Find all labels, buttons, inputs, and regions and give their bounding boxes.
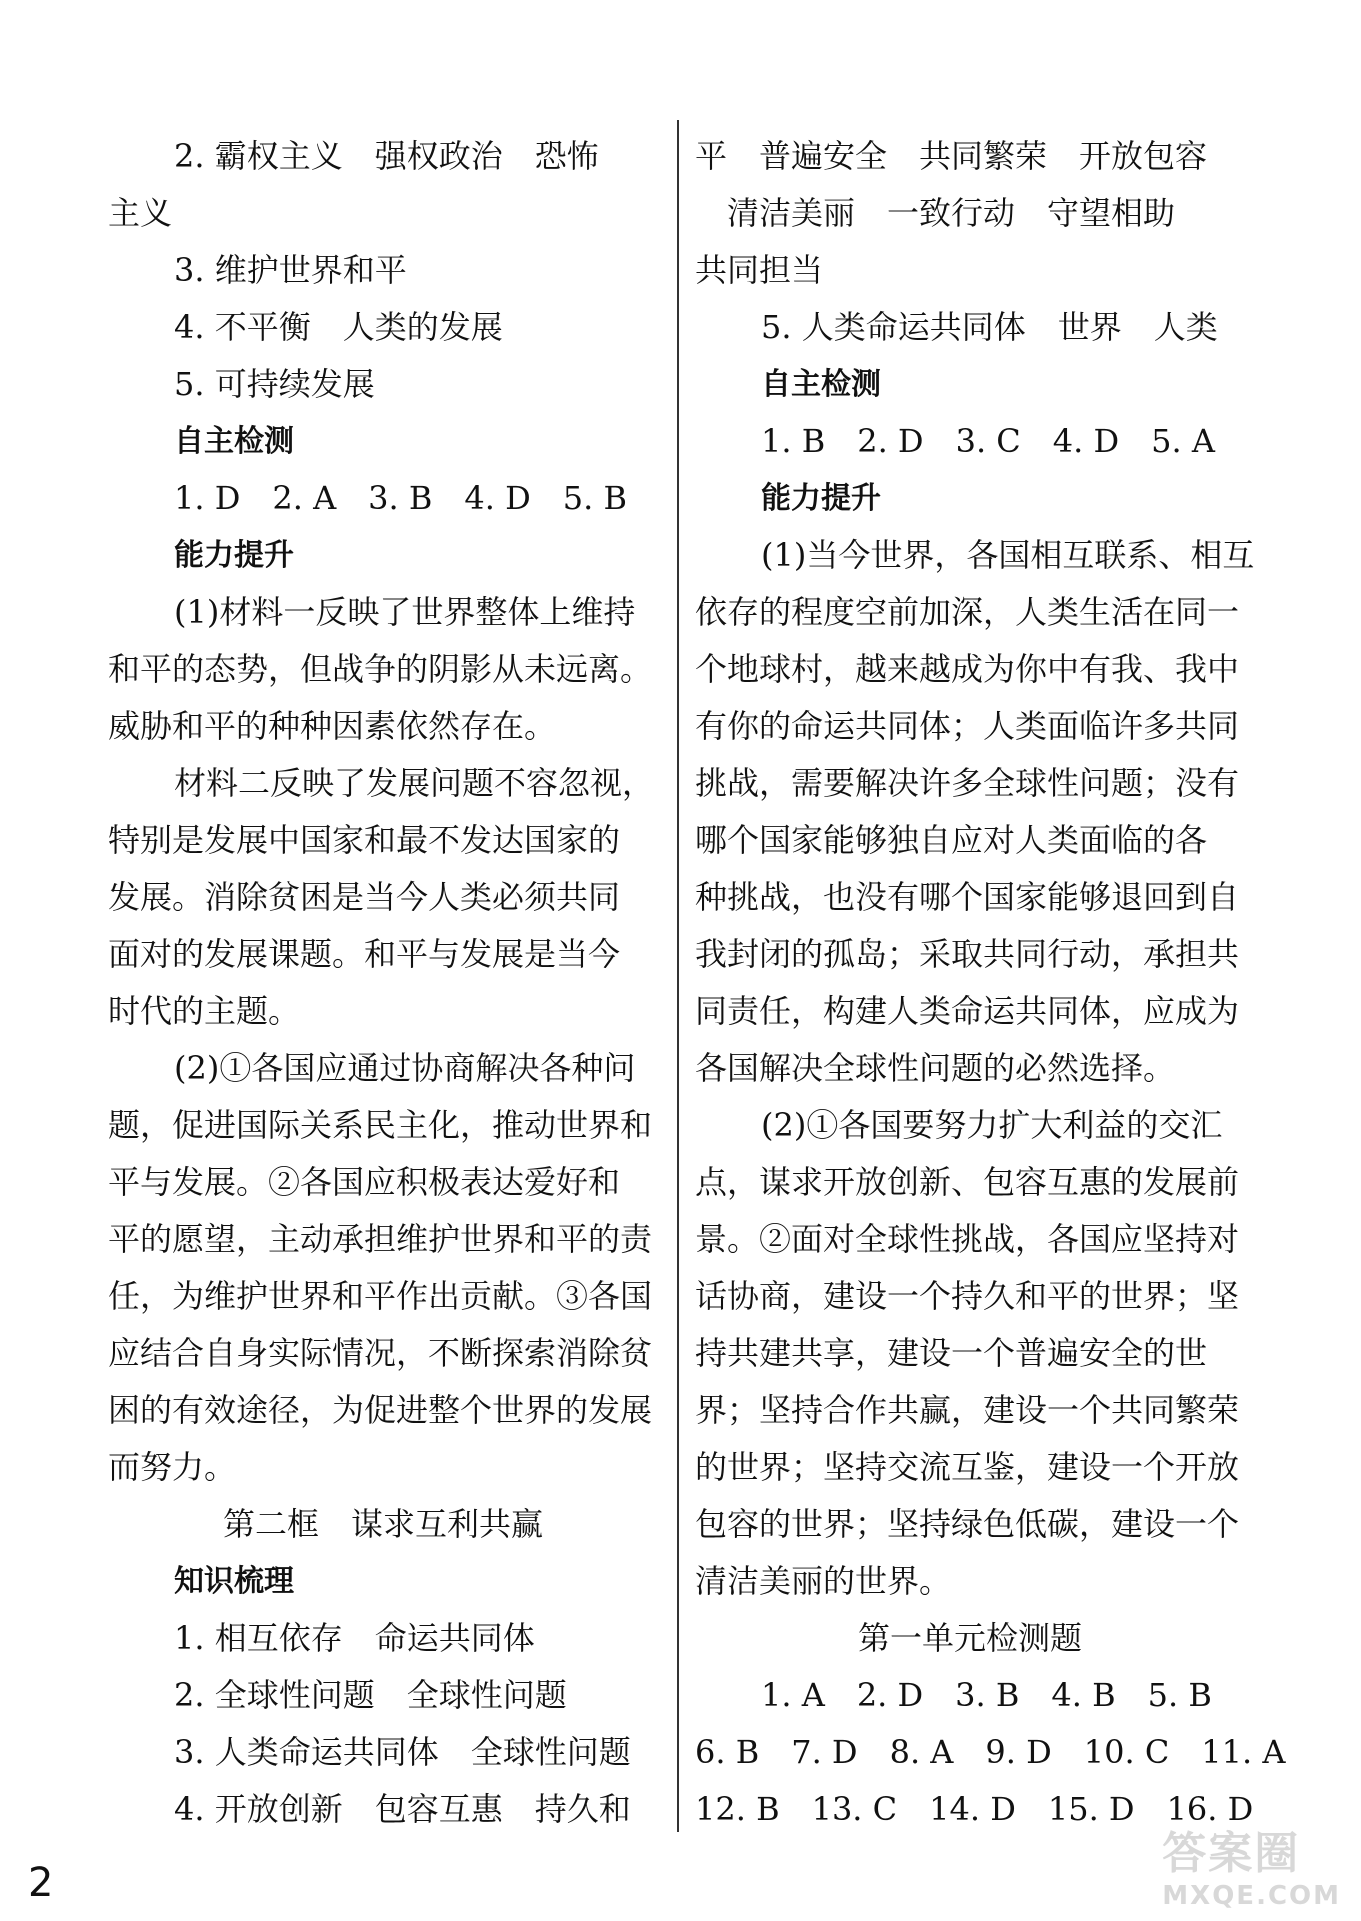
- text-line: 5. 可持续发展: [174, 365, 375, 403]
- text-line: 2. 全球性问题 全球性问题: [174, 1676, 567, 1714]
- text-line: 界；坚持合作共赢，建设一个共同繁荣: [695, 1391, 1240, 1429]
- section-heading: 能力提升: [761, 481, 881, 516]
- text-line: 话协商，建设一个持久和平的世界；坚: [695, 1277, 1240, 1315]
- text-line: 我封闭的孤岛；采取共同行动，承担共: [695, 935, 1240, 973]
- watermark-logo: [1162, 1817, 1341, 1911]
- text-line: 共同担当: [695, 251, 824, 289]
- watermark-sub: MXQE.COM: [1162, 1881, 1341, 1911]
- text-line: 持共建共享，建设一个普遍安全的世: [695, 1334, 1208, 1372]
- text-line: 挑战，需要解决许多全球性问题；没有: [695, 764, 1240, 802]
- text-line: 4. 开放创新 包容互惠 持久和: [174, 1790, 631, 1828]
- text-line: 发展。消除贫困是当今人类必须共同: [108, 878, 621, 916]
- text-line: 5. 人类命运共同体 世界 人类: [761, 308, 1218, 346]
- text-line: 有你的命运共同体；人类面临许多共同: [695, 707, 1240, 745]
- text-line: 同责任，构建人类命运共同体，应成为: [695, 992, 1240, 1030]
- text-line: 平的愿望，主动承担维护世界和平的责: [108, 1220, 653, 1258]
- text-line: 清洁美丽的世界。: [695, 1562, 952, 1600]
- left-column: [108, 128, 658, 1838]
- text-line: 清洁美丽 一致行动 守望相助: [695, 194, 1176, 232]
- section-heading: 自主检测: [174, 424, 294, 459]
- section-heading: 知识梳理: [174, 1564, 294, 1599]
- text-line: 景。②面对全球性挑战，各国应坚持对: [695, 1220, 1240, 1258]
- watermark-main: 答案圈: [1162, 1828, 1301, 1879]
- column-divider: [677, 120, 679, 1832]
- text-line: 平 普遍安全 共同繁荣 开放包容: [695, 137, 1208, 175]
- text-line: 3. 维护世界和平: [174, 251, 407, 289]
- text-line: 个地球村，越来越成为你中有我、我中: [695, 650, 1240, 688]
- text-line: 1. 相互依存 命运共同体: [174, 1619, 535, 1657]
- text-line: 应结合自身实际情况，不断探索消除贫: [108, 1334, 653, 1372]
- text-line: 威胁和平的种种因素依然存在。: [108, 707, 557, 745]
- text-line: (1)材料一反映了世界整体上维持: [174, 593, 636, 631]
- section-title: 第一单元检测题: [857, 1619, 1082, 1657]
- text-line: (2)①各国要努力扩大利益的交汇: [761, 1106, 1223, 1144]
- text-line: 任，为维护世界和平作出贡献。③各国: [108, 1277, 653, 1315]
- text-line: 主义: [108, 194, 173, 232]
- text-line: 6. B 7. D 8. A 9. D 10. C 11. A: [695, 1733, 1286, 1771]
- text-line: 平与发展。②各国应积极表达爱好和: [108, 1163, 621, 1201]
- text-line: 面对的发展课题。和平与发展是当今: [108, 935, 621, 973]
- text-line: 题，促进国际关系民主化，推动世界和: [108, 1106, 653, 1144]
- text-line: 的世界；坚持交流互鉴，建设一个开放: [695, 1448, 1240, 1486]
- text-line: 种挑战，也没有哪个国家能够退回到自: [695, 878, 1240, 916]
- text-line: 2. 霸权主义 强权政治 恐怖: [174, 137, 599, 175]
- section-heading: 自主检测: [761, 367, 881, 402]
- text-line: (1)当今世界，各国相互联系、相互: [761, 536, 1255, 574]
- text-line: 时代的主题。: [108, 992, 301, 1030]
- text-line: 3. 人类命运共同体 全球性问题: [174, 1733, 631, 1771]
- text-line: 困的有效途径，为促进整个世界的发展: [108, 1391, 653, 1429]
- text-line: 点，谋求开放创新、包容互惠的发展前: [695, 1163, 1240, 1201]
- text-line: 而努力。: [108, 1448, 237, 1486]
- text-line: 和平的态势，但战争的阴影从未远离。: [108, 650, 653, 688]
- text-line: 1. D 2. A 3. B 4. D 5. B: [174, 479, 627, 517]
- text-line: 哪个国家能够独自应对人类面临的各: [695, 821, 1208, 859]
- section-heading: 能力提升: [174, 538, 294, 573]
- text-line: 包容的世界；坚持绿色低碳，建设一个: [695, 1505, 1240, 1543]
- text-line: 1. B 2. D 3. C 4. D 5. A: [761, 422, 1215, 460]
- text-line: 4. 不平衡 人类的发展: [174, 308, 503, 346]
- text-line: 依存的程度空前加深，人类生活在同一: [695, 593, 1240, 631]
- text-line: 材料二反映了发展问题不容忽视，: [174, 764, 655, 802]
- right-column: [695, 128, 1286, 1838]
- page-number: 2: [28, 1860, 54, 1906]
- text-line: 1. A 2. D 3. B 4. B 5. B: [761, 1676, 1212, 1714]
- text-line: 特别是发展中国家和最不发达国家的: [108, 821, 621, 859]
- text-line: 各国解决全球性问题的必然选择。: [695, 1049, 1176, 1087]
- section-title: 第二框 谋求互利共赢: [222, 1505, 543, 1543]
- text-line: (2)①各国应通过协商解决各种问: [174, 1049, 636, 1087]
- text-line: 12. B 13. C 14. D 15. D 16. D: [695, 1790, 1254, 1828]
